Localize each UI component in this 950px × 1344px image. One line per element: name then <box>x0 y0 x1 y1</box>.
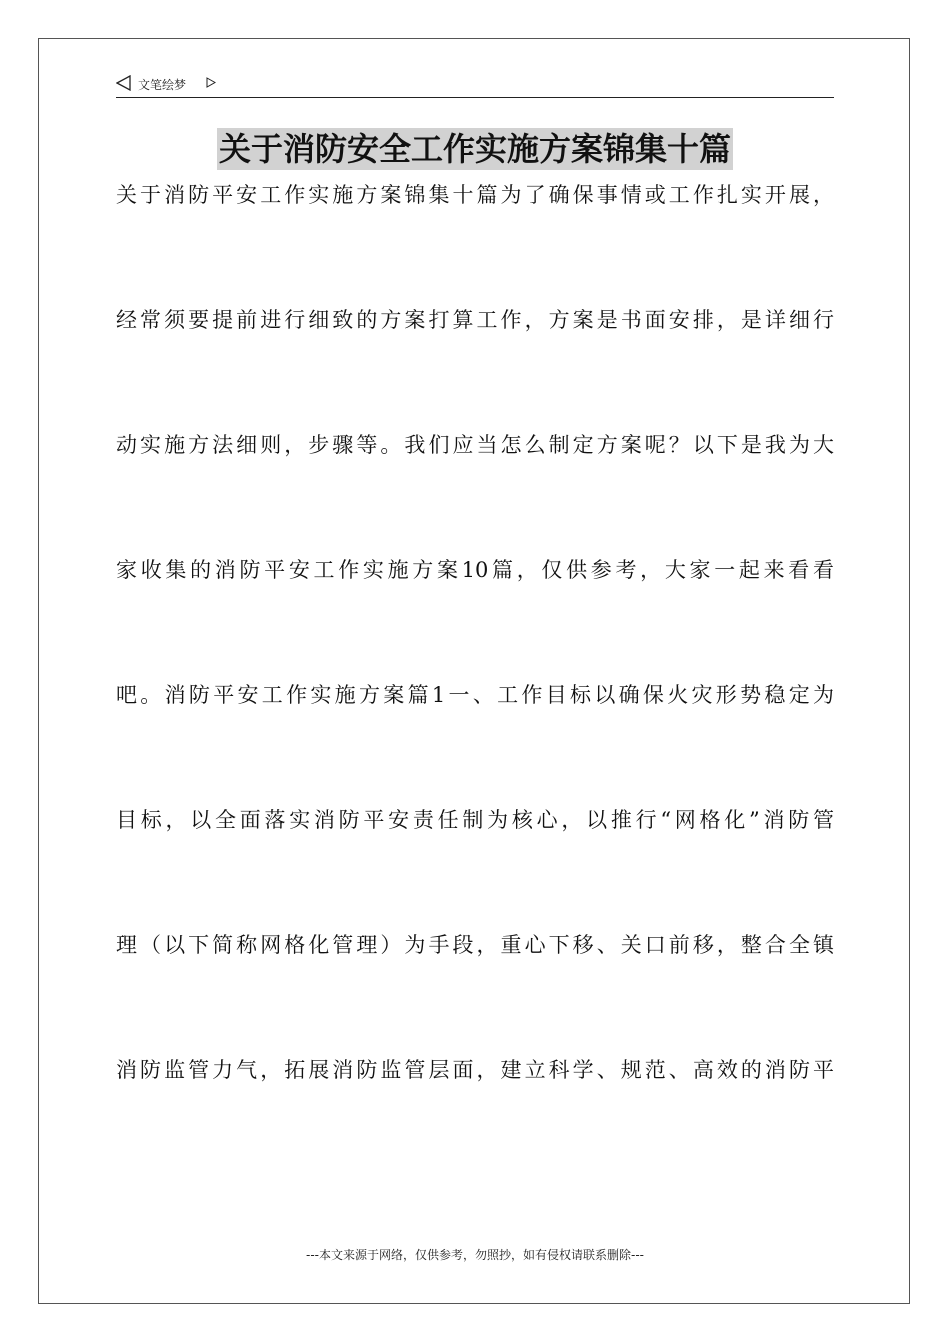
body-line: 消防监管力气，拓展消防监管层面，建立科学、规范、高效的消防平 <box>116 1058 834 1082</box>
body-line: 吧。消防平安工作实施方案篇1一、工作目标以确保火灾形势稳定为 <box>116 683 834 707</box>
body-line: 理（以下简称网格化管理）为手段，重心下移、关口前移，整合全镇 <box>116 933 834 957</box>
body-line: 动实施方法细则，步骤等。我们应当怎么制定方案呢？以下是我为大 <box>116 433 834 457</box>
body-line: 经常须要提前进行细致的方案打算工作，方案是书面安排，是详细行 <box>116 308 834 332</box>
page-border <box>38 38 910 1304</box>
title-container <box>0 128 950 170</box>
header-brand: 文笔绘梦 <box>138 78 187 92</box>
body-line: 关于消防平安工作实施方案锦集十篇为了确保事情或工作扎实开展， <box>116 183 834 207</box>
triangle-right-small-icon <box>206 77 216 88</box>
body-line: 家收集的消防平安工作实施方案10篇，仅供参考，大家一起来看看 <box>116 558 834 582</box>
document-title: 关于消防安全工作实施方案锦集十篇 <box>218 130 731 168</box>
triangle-left-outline-icon <box>116 75 132 91</box>
page-header <box>116 74 834 98</box>
footer-notice: ---本文来源于网络，仅供参考，勿照抄，如有侵权请联系删除--- <box>306 1248 644 1262</box>
body-line: 目标，以全面落实消防平安责任制为核心，以推行“网格化”消防管 <box>116 808 834 832</box>
